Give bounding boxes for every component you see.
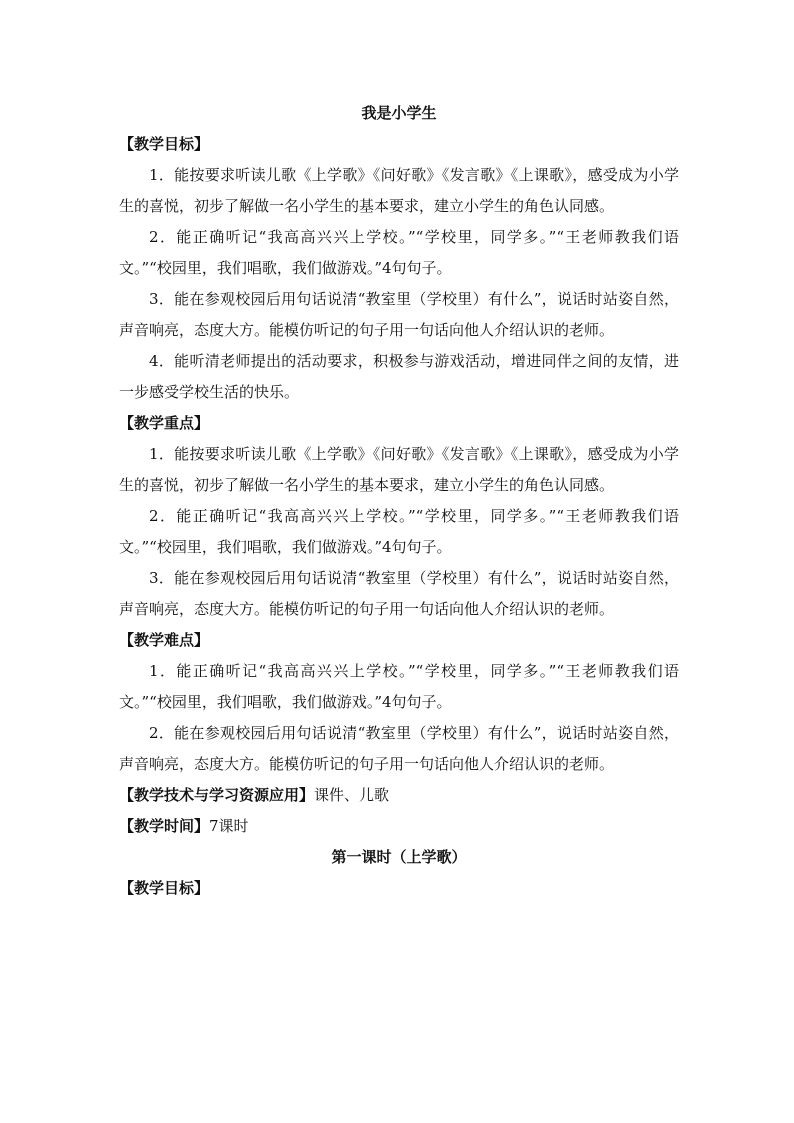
difficulty-item-1: 1．能正确听记“我高高兴兴上学校。”“学校里，同学多。”“王老师教我们语文。”“校园里，我们唱歌，我们做游戏。”4句句子。 [119,662,679,711]
resources-heading: 【教学技术与学习资源应用】 [119,786,315,804]
objective-item-2: 2．能正确听记“我高高兴兴上学校。”“学校里，同学多。”“王老师教我们语文。”“校园里，我们唱歌，我们做游戏。”4句句子。 [119,228,679,277]
objective-item-1: 1．能按要求听读儿歌《上学歌》《问好歌》《发言歌》《上课歌》，感受成为小学生的喜悦，初步了解做一名小学生的基本要求，建立小学生的角色认同感。 [119,166,679,215]
objective-item-3: 3．能在参观校园后用句话说清“教室里（学校里）有什么”，说话时站姿自然，声音响亮，态度大方。能模仿听记的句子用一句话向他人介绍认识的老师。 [119,290,679,339]
objectives-heading: 【教学目标】 [119,135,210,153]
resources-line [119,780,679,811]
lesson1-subtitle: 第一课时（上学歌） [331,848,467,866]
time-line [119,811,679,842]
time-value: 7课时 [209,817,249,835]
difficulties-heading: 【教学难点】 [119,631,210,649]
key-point-item-3: 3．能在参观校园后用句话说清“教室里（学校里）有什么”，说话时站姿自然，声音响亮，态度大方。能模仿听记的句子用一句话向他人介绍认识的老师。 [119,569,679,618]
resources-value: 课件、儿歌 [314,786,390,804]
key-point-item-1: 1．能按要求听读儿歌《上学歌》《问好歌》《发言歌》《上课歌》，感受成为小学生的喜悦，初步了解做一名小学生的基本要求，建立小学生的角色认同感。 [119,445,679,494]
document-title: 我是小学生 [361,104,437,122]
difficulty-item-2: 2．能在参观校园后用句话说清“教室里（学校里）有什么”，说话时站姿自然，声音响亮，态度大方。能模仿听记的句子用一句话向他人介绍认识的老师。 [119,724,679,773]
time-heading: 【教学时间】 [119,817,210,835]
key-point-item-2: 2．能正确听记“我高高兴兴上学校。”“学校里，同学多。”“王老师教我们语文。”“校园里，我们唱歌，我们做游戏。”4句句子。 [119,507,679,556]
objective-item-4: 4．能听清老师提出的活动要求，积极参与游戏活动，增进同伴之间的友情，进一步感受学校生活的快乐。 [119,352,679,401]
key-points-heading: 【教学重点】 [119,414,210,432]
document-page [119,98,679,904]
lesson1-objectives-heading: 【教学目标】 [119,879,210,897]
